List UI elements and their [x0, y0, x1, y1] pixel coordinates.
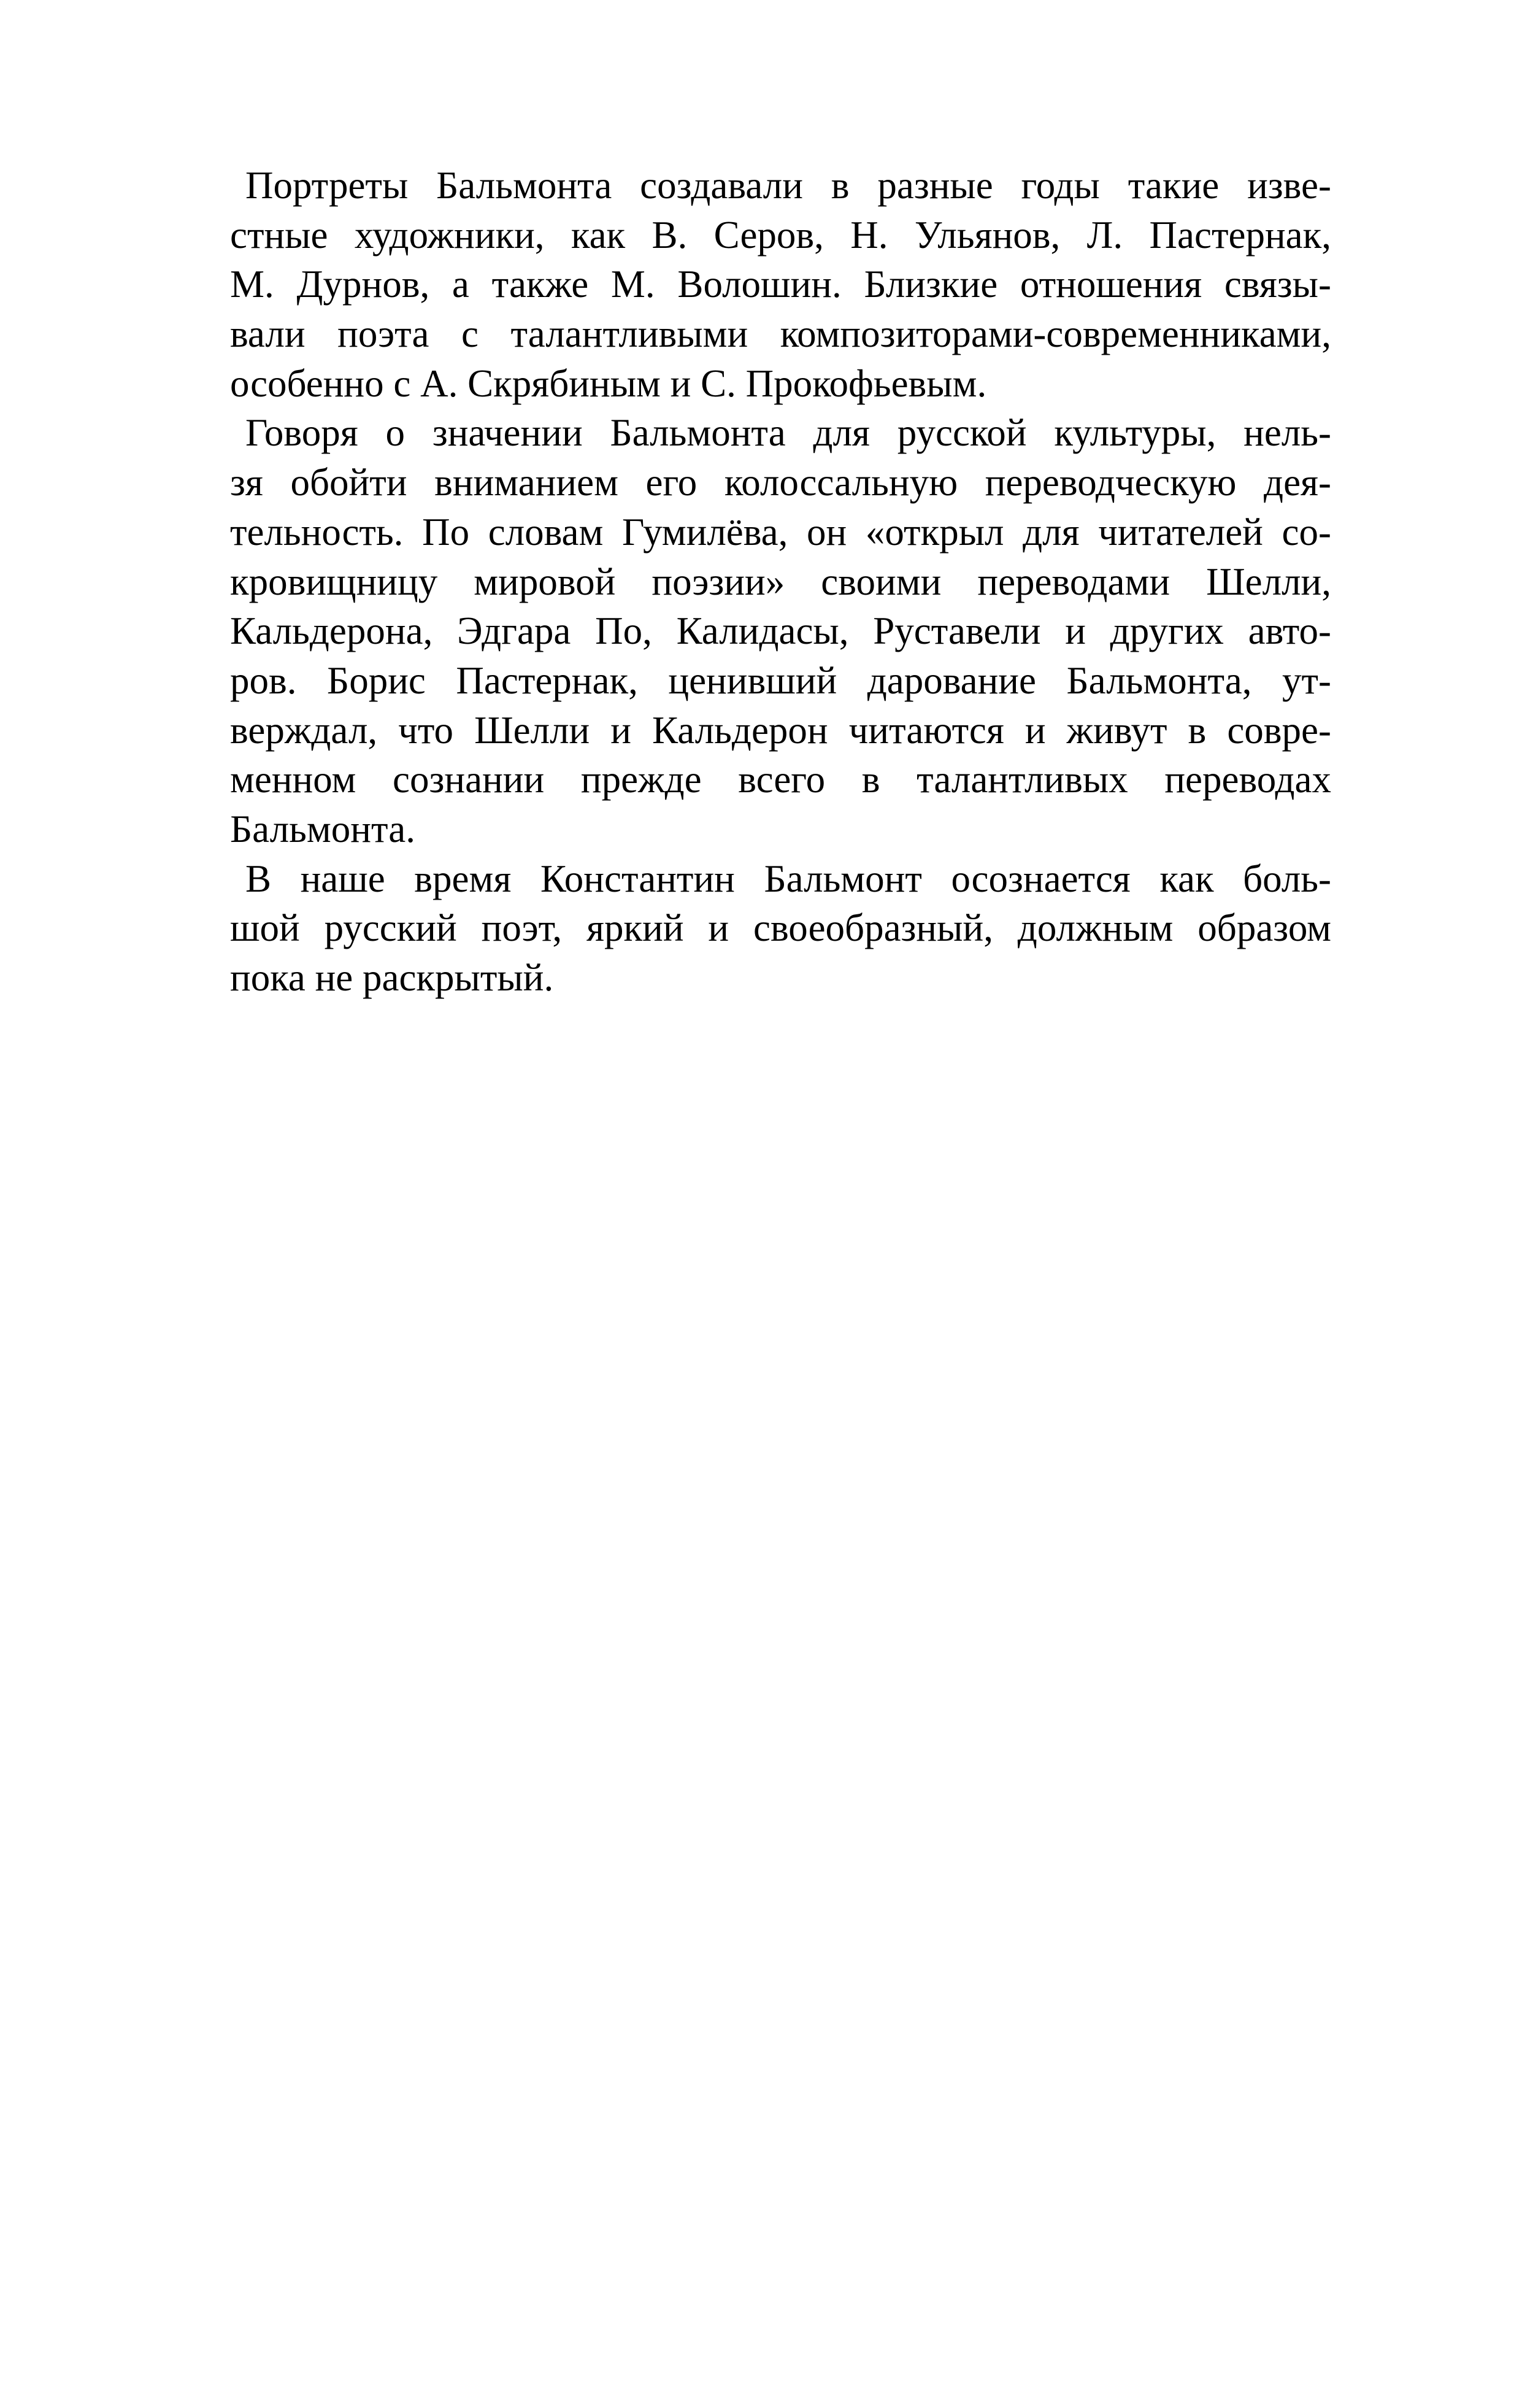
- text-line: шой русский поэт, яркий и своеобразный, должным образом: [230, 906, 1331, 950]
- text-line: тельность. По словам Гумилёва, он «открыл для читателей со-: [230, 510, 1331, 554]
- text-line: верждал, что Шелли и Кальдерон читаются и живут в совре-: [230, 708, 1331, 752]
- paragraph-3: [230, 854, 1331, 1003]
- text-line: пока не раскрытый.: [230, 956, 554, 999]
- text-line: В наше время Константин Бальмонт осознается как боль-: [245, 857, 1331, 900]
- text-line: зя обойти вниманием его колоссальную переводческую дея-: [230, 461, 1331, 504]
- text-line: Кальдерона, Эдгара По, Калидасы, Руставели и других авто-: [230, 609, 1331, 653]
- paragraph-1: [230, 161, 1331, 408]
- text-line: кровищницу мировой поэзии» своими переводами Шелли,: [230, 560, 1331, 603]
- text-line: особенно с А. Скрябиным и С. Прокофьевым.: [230, 361, 987, 405]
- text-line: Бальмонта.: [230, 807, 415, 851]
- text-line: вали поэта с талантливыми композиторами-современниками,: [230, 312, 1331, 356]
- text-line: М. Дурнов, а также М. Волошин. Близкие отношения связы-: [230, 263, 1331, 306]
- text-line: Портреты Бальмонта создавали в разные годы такие изве-: [245, 164, 1331, 207]
- text-line: менном сознании прежде всего в талантливых переводах: [230, 758, 1331, 801]
- paragraph-2: [230, 408, 1331, 854]
- body-text: [230, 161, 1331, 1003]
- text-line: ров. Борис Пастернак, ценивший дарование Бальмонта, ут-: [230, 658, 1331, 702]
- text-line: Говоря о значении Бальмонта для русской культуры, нель-: [245, 411, 1331, 455]
- text-line: стные художники, как В. Серов, Н. Ульянов, Л. Пастернак,: [230, 213, 1331, 257]
